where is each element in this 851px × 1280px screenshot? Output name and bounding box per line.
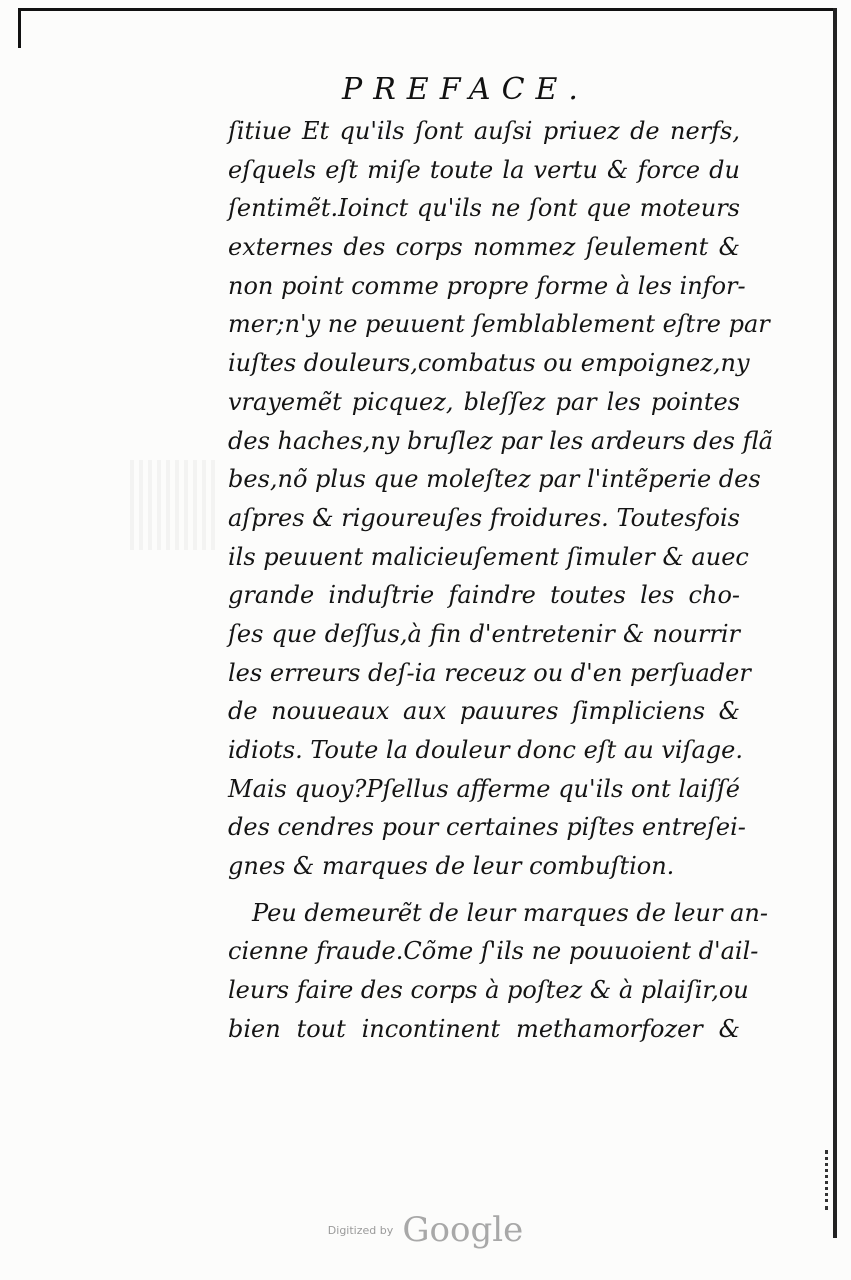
text-line: gnes & marques de leur combuſtion. bbox=[228, 852, 675, 881]
text-line: les erreurs deſ-ia receuz ou d'en perſuader bbox=[228, 658, 751, 687]
text-line: des haches,ny bruſlez par les ardeurs des flã bbox=[228, 426, 773, 455]
text-line: leurs faire des corps à poſtez & à plaiſir,ou bbox=[228, 976, 749, 1005]
running-title: PREFACE. bbox=[342, 72, 589, 107]
text-line: Mais quoy?Pſellus afferme qu'ils ont laiſſé bbox=[228, 774, 740, 803]
text-line: vrayemẽt picquez, bleſſez par les pointes bbox=[228, 387, 740, 416]
scan-border-top bbox=[18, 8, 833, 11]
text-line: de nouueaux aux pauures ſimpliciens & bbox=[228, 697, 740, 726]
google-logo: Google bbox=[402, 1210, 524, 1250]
scan-border-right bbox=[833, 8, 837, 1238]
text-line: mer;n'y ne peuuent ſemblablement eſtre par bbox=[228, 310, 770, 339]
text-line: grande induſtrie faindre toutes les cho- bbox=[228, 581, 740, 610]
body-text bbox=[228, 112, 773, 1049]
digitization-watermark bbox=[0, 1210, 851, 1250]
text-line: aſpres & rigoureuſes froidures. Toutesfois bbox=[228, 503, 740, 532]
scan-border-left bbox=[18, 8, 21, 48]
text-line: ſes que deſſus,à fin d'entretenir & nourrir bbox=[228, 619, 740, 648]
text-line: Peu demeurẽt de leur marques de leur an- bbox=[252, 898, 768, 927]
text-line: des cendres pour certaines piſtes entreſei- bbox=[228, 813, 746, 842]
text-line: non point comme propre forme à les infor- bbox=[228, 271, 746, 300]
bleed-through-smudge bbox=[130, 460, 220, 550]
text-line: bes,nõ plus que moleſtez par l'intẽperie des bbox=[228, 465, 761, 494]
digitized-by-label: Digitized by bbox=[327, 1223, 394, 1237]
text-line: idiots. Toute la douleur donc eſt au viſage. bbox=[228, 736, 743, 764]
text-line: bien tout incontinent methamorfozer & bbox=[228, 1014, 740, 1043]
text-line: eſquels eſt miſe toute la vertu & force du bbox=[228, 155, 740, 184]
text-line: ſentimẽt.Ioinct qu'ils ne ſont que moteurs bbox=[228, 194, 740, 223]
text-line: ſitiue Et qu'ils ſont auſsi priuez de nerfs, bbox=[228, 117, 740, 145]
text-line: iuſtes douleurs,combatus ou empoignez,ny bbox=[228, 349, 750, 378]
text-line: cienne fraude.Cõme ſ'ils ne pouuoient d'ail- bbox=[228, 937, 759, 966]
text-line: externes des corps nommez ſeulement & bbox=[228, 233, 740, 262]
scan-artifact-dots bbox=[825, 1150, 831, 1210]
text-line: ils peuuent malicieuſement ſimuler & auec bbox=[228, 542, 749, 571]
